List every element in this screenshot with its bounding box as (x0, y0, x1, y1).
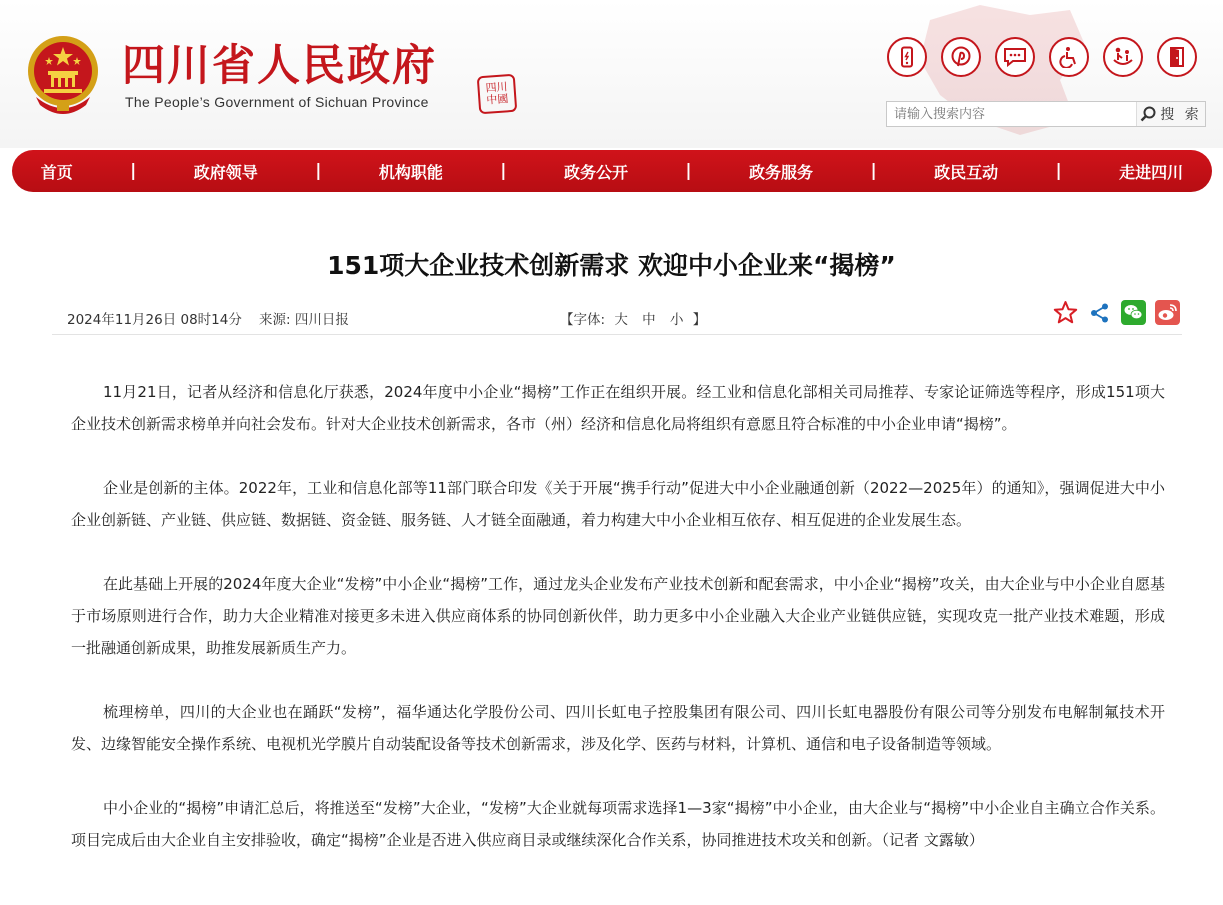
wechat-icon[interactable] (1121, 300, 1146, 325)
article-paragraph: 在此基础上开展的2024年度大企业“发榜”中小企业“揭榜”工作，通过龙头企业发布产业技术创新和配套需求，中小企业“揭榜”攻关，由大企业与中小企业自愿基于市场原则进行合作，助力大企业精准对接更多未进入供应商体系的协同创新伙伴，助力更多中小企业融入大企业产业链供应链，实现攻克一批产业技术难题，形成一批融通创新成果，助推发展新质生产力。 (71, 575, 1165, 657)
nav-item-services[interactable]: 政务服务 (749, 162, 814, 182)
search-icon (1140, 106, 1156, 122)
source-label: 来源: (259, 312, 291, 328)
site-header (0, 0, 1223, 148)
nav-item-interaction[interactable]: 政民互动 (934, 162, 999, 182)
share-toolbar (1053, 300, 1180, 325)
main-nav (12, 150, 1212, 192)
article-body (71, 376, 1165, 888)
font-label-open: 【字体: (560, 312, 606, 328)
accessibility-icon[interactable] (1049, 37, 1089, 77)
article-paragraph: 11月21日，记者从经济和信息化厅获悉，2024年度中小企业“揭榜”工作正在组织开展。经工业和信息化部相关司局推荐、专家论证筛选等程序，形成151项大企业技术创新需求榜单并向社会发布。针对大企业技术创新需求，各市（州）经济和信息化局将组织有意愿且符合标准的中小企业申请“揭榜”。 (71, 383, 1165, 433)
utility-toolbar (887, 37, 1197, 79)
article-paragraph: 梳理榜单，四川的大企业也在踊跃“发榜”，福华通达化学股份公司、四川长虹电子控股集团有限公司、四川长虹电器股份有限公司等分别发布电解制氟技术开发、边缘智能安全操作系统、电视机光学膜片自动装配设备等技术创新需求，涉及化学、医药与材料，计算机、通信和电子设备制造等领域。 (71, 703, 1165, 753)
meta-info (67, 308, 349, 328)
seal-logo: 四川 中國 (477, 74, 518, 115)
exit-door-icon[interactable] (1157, 37, 1197, 77)
nav-separator: | (315, 161, 322, 181)
nav-separator: | (130, 161, 137, 181)
font-size-medium[interactable]: 中 (642, 312, 656, 328)
nav-item-functions[interactable]: 机构职能 (378, 162, 443, 182)
pinterest-icon[interactable] (941, 37, 981, 77)
nav-separator: | (500, 161, 507, 181)
search-button-label: 搜 索 (1160, 107, 1202, 123)
search-input[interactable] (887, 102, 1137, 126)
site-subtitle: The People’s Government of Sichuan Province (125, 94, 429, 110)
font-size-switcher (560, 308, 706, 328)
nav-item-about-sichuan[interactable]: 走进四川 (1119, 162, 1184, 182)
nav-separator: | (870, 161, 877, 181)
article-title: 151项大企业技术创新需求 欢迎中小企业来“揭榜” (327, 251, 896, 280)
nav-item-leaders[interactable]: 政府领导 (193, 162, 258, 182)
mobile-icon[interactable] (887, 37, 927, 77)
source-name: 四川日报 (294, 312, 349, 328)
comment-icon[interactable] (995, 37, 1035, 77)
elderly-care-icon[interactable] (1103, 37, 1143, 77)
nav-separator: | (1055, 161, 1062, 181)
weibo-icon[interactable] (1155, 300, 1180, 325)
nav-item-public-info[interactable]: 政务公开 (563, 162, 628, 182)
article-paragraph: 企业是创新的主体。2022年，工业和信息化部等11部门联合印发《关于开展“携手行动”促进大中小企业融通创新（2022—2025年）的通知》，强调促进大中小企业创新链、产业链、供应链、数据链、资金链、服务链、人才链全面融通，着力构建大中小企业相互依存、相互促进的企业发展生态。 (71, 479, 1165, 529)
font-size-small[interactable]: 小 (669, 312, 684, 328)
favorite-star-icon[interactable] (1053, 300, 1078, 325)
article-paragraph: 中小企业的“揭榜”申请汇总后，将推送至“发榜”大企业，“发榜”大企业就每项需求选择1—3家“揭榜”中小企业，由大企业与“揭榜”中小企业自主确立合作关系。项目完成后由大企业自主安排验收，确定“揭榜”企业是否进入供应商目录或继续深化合作关系，协同推进技术攻关和创新。（记者 文露敏） (71, 799, 1165, 849)
nav-item-home[interactable]: 首页 (40, 162, 73, 182)
search-button[interactable] (1136, 102, 1205, 126)
font-size-large[interactable]: 大 (614, 312, 628, 328)
national-emblem-logo[interactable] (24, 33, 102, 117)
article-meta (52, 300, 1182, 335)
search-box (886, 101, 1206, 127)
publish-date: 2024年11月26日 08时14分 (67, 312, 242, 328)
site-title: 四川省人民政府 (122, 41, 437, 91)
share-icon[interactable] (1087, 300, 1112, 325)
font-label-close: 】 (692, 312, 707, 328)
nav-separator: | (685, 161, 692, 181)
